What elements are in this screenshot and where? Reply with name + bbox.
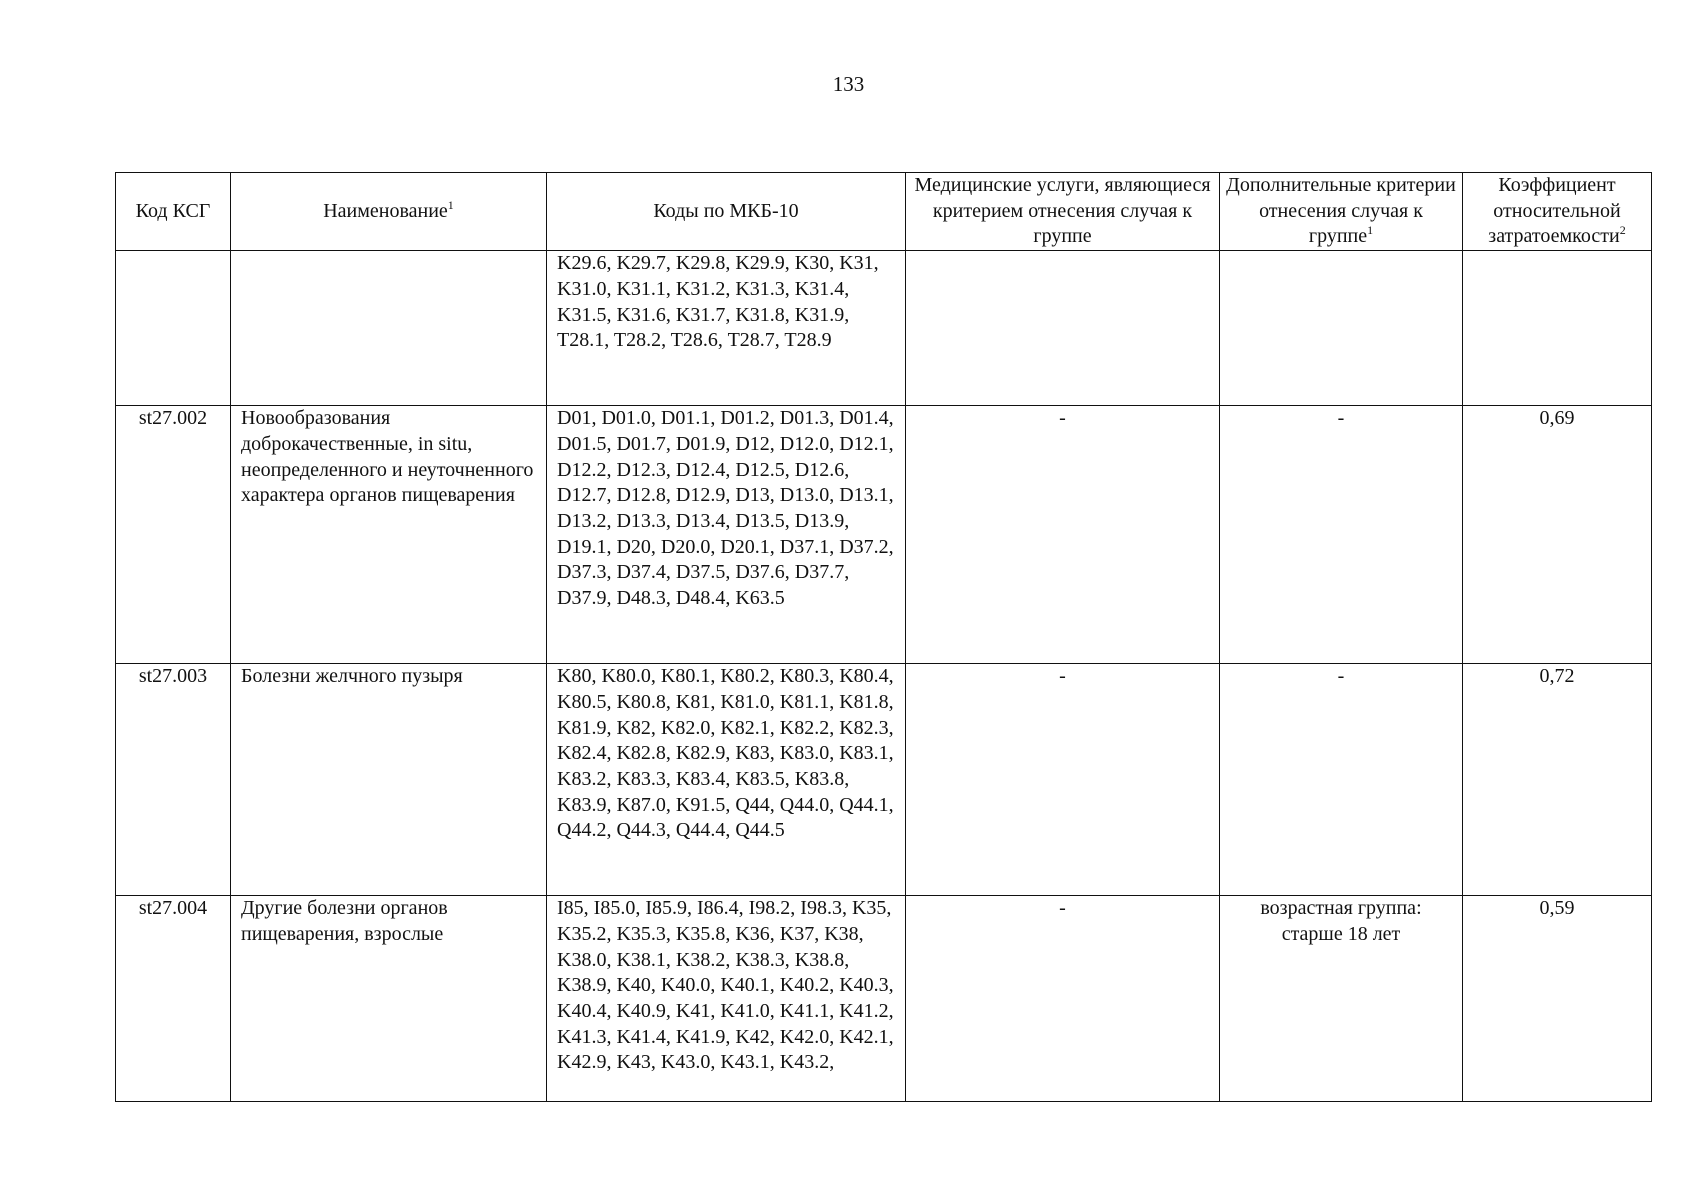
header-additional-criteria: Дополнительные критерии отнесения случая к группе$^1$ <box>1220 173 1463 251</box>
name-cell: Другие болезни органов пищеварения, взрослые <box>231 896 547 1102</box>
criteria-cell <box>1220 251 1463 406</box>
services-cell: - <box>906 406 1220 664</box>
ksg-code-cell <box>116 251 231 406</box>
header-ksg-code: Код КСГ <box>116 173 231 251</box>
mkb-codes-text: I85, I85.0, I85.9, I86.4, I98.2, I98.3, K35, K35.2, K35.3, K35.8, K36, K37, K38, K38.0, K38.1, K38.2, K38.3, K38.8, K38.9, K40, K40.0, K40.1, K40.2, K40.3, K40.4, K40.9, K41, K41.0, K41.1, K41.2, K41.3, K41.4, K41.9, K42, K42.0, K42.1, K42.9, K43, K43.0, K43.1, K43.2, <box>557 897 894 1074</box>
ksg-code-cell: st27.003 <box>116 664 231 896</box>
mkb-codes-cell <box>547 896 906 1102</box>
ksg-code-cell: st27.002 <box>116 406 231 664</box>
services-cell: - <box>906 896 1220 1102</box>
coefficient-cell: 0,59 <box>1463 896 1652 1102</box>
table-row <box>116 251 1652 406</box>
table-row <box>116 406 1652 664</box>
coefficient-cell <box>1463 251 1652 406</box>
header-mkb-codes: Коды по МКБ-10 <box>547 173 906 251</box>
table-row <box>116 664 1652 896</box>
ksg-code-cell: st27.004 <box>116 896 231 1102</box>
criteria-cell: - <box>1220 664 1463 896</box>
mkb-codes-cell: K80, K80.0, K80.1, K80.2, K80.3, K80.4, K80.5, K80.8, K81, K81.0, K81.1, K81.8, K81.9, K82, K82.0, K82.1, K82.2, K82.3, K82.4, K82.8, K82.9, K83, K83.0, K83.1, K83.2, K83.3, K83.4, K83.5, K83.8, K83.9, K87.0, K91.5, Q44, Q44.0, Q44.1, Q44.2, Q44.3, Q44.4, Q44.5 <box>547 664 906 896</box>
header-medical-services: Медицинские услуги, являющиеся критерием отнесения случая к группе <box>906 173 1220 251</box>
criteria-cell: возрастная группа: старше 18 лет <box>1220 896 1463 1102</box>
table-header-row <box>116 173 1652 251</box>
services-cell <box>906 251 1220 406</box>
header-cost-coefficient: Коэффициент относительной затратоемкости$^2$ <box>1463 173 1652 251</box>
page-number: 133 <box>832 72 865 96</box>
mkb-codes-cell: K29.6, K29.7, K29.8, K29.9, K30, K31, K31.0, K31.1, K31.2, K31.3, K31.4, K31.5, K31.6, K31.7, K31.8, K31.9, T28.1, T28.2, T28.6, T28.7, T28.9 <box>547 251 906 406</box>
name-cell: Новообразования доброкачественные, in situ, неопределенного и неуточненного характера органов пищеварения <box>231 406 547 664</box>
services-cell: - <box>906 664 1220 896</box>
criteria-cell: - <box>1220 406 1463 664</box>
table-row <box>116 896 1652 1102</box>
ksg-table <box>115 172 1652 1102</box>
mkb-codes-cell: D01, D01.0, D01.1, D01.2, D01.3, D01.4, D01.5, D01.7, D01.9, D12, D12.0, D12.1, D12.2, D12.3, D12.4, D12.5, D12.6, D12.7, D12.8, D12.9, D13, D13.0, D13.1, D13.2, D13.3, D13.4, D13.5, D13.9, D19.1, D20, D20.0, D20.1, D37.1, D37.2, D37.3, D37.4, D37.5, D37.6, D37.7, D37.9, D48.3, D48.4, K63.5 <box>547 406 906 664</box>
name-cell: Болезни желчного пузыря <box>231 664 547 896</box>
header-name: Наименование$^1$ <box>231 173 547 251</box>
name-cell <box>231 251 547 406</box>
coefficient-cell: 0,72 <box>1463 664 1652 896</box>
coefficient-cell: 0,69 <box>1463 406 1652 664</box>
